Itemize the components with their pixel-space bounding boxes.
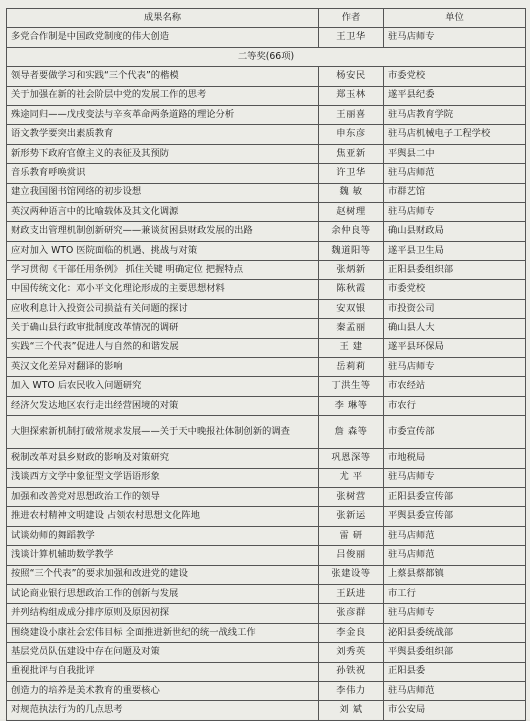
table-row [7,144,526,163]
table-row [7,358,526,377]
cell-author: 詹 森等 [319,416,384,449]
cell-unit: 市群艺馆 [384,183,526,202]
cell-author: 安双银 [319,299,384,318]
table-row [7,546,526,565]
table-row [7,222,526,241]
table-row [7,377,526,396]
table-row [7,241,526,260]
cell-title: 基层党员队伍建设中存在问题及对策 [7,643,319,662]
cell-author: 焦亚新 [319,144,384,163]
cell-unit: 市投资公司 [384,299,526,318]
table-row [7,280,526,299]
cell-unit: 正阳县委组织部 [384,261,526,280]
header-title: 成果名称 [7,9,319,28]
cell-author: 王跃进 [319,584,384,603]
cell-title: 语文教学要突出素质教育 [7,125,319,144]
table-row [7,105,526,124]
cell-author: 李金良 [319,623,384,642]
cell-title: 加入 WTO 后农民收入问题研究 [7,377,319,396]
cell-title: 加强和改善党对思想政治工作的领导 [7,487,319,506]
table-row [7,396,526,415]
cell-title: 多党合作制是中国政党制度的伟大创造 [7,28,319,47]
cell-title: 试论商业银行思想政治工作的创新与发展 [7,584,319,603]
cell-author: 张炳新 [319,261,384,280]
cell-unit: 遂平县卫生局 [384,241,526,260]
cell-title: 中国传统文化：邓小平文化理论形成的主要思想材料 [7,280,319,299]
cell-author: 申东彦 [319,125,384,144]
cell-unit: 驻马店师范 [384,546,526,565]
cell-title: 应收利息计入投资公司损益有关问题的探讨 [7,299,319,318]
cell-author: 雷 研 [319,526,384,545]
cell-author: 魏 敏 [319,183,384,202]
cell-title: 新形势下政府官僚主义的表征及其预防 [7,144,319,163]
cell-title: 浅谈西方文学中象征型文学语语形象 [7,468,319,487]
cell-title: 创造力的培养是美术教育的重要核心 [7,681,319,700]
cell-author: 王卫华 [319,28,384,47]
table-row [7,584,526,603]
cell-unit: 驻马店师专 [384,604,526,623]
cell-author: 秦孟丽 [319,319,384,338]
cell-author: 刘秀英 [319,643,384,662]
table-row [7,487,526,506]
cell-author: 张彦群 [319,604,384,623]
cell-unit: 平舆县委组织部 [384,643,526,662]
table-row [7,164,526,183]
cell-title: 殊途同归——戊戌变法与辛亥革命两条道路的理论分析 [7,105,319,124]
table-row [7,662,526,681]
cell-author: 张新运 [319,507,384,526]
cell-unit: 平舆县委宣传部 [384,507,526,526]
header-row [7,9,526,28]
cell-author: 李伟力 [319,681,384,700]
cell-title: 英汉文化差异对翻译的影响 [7,358,319,377]
cell-unit: 市农行 [384,396,526,415]
table-row [7,125,526,144]
cell-unit: 市委宣传部 [384,416,526,449]
cell-title: 关于加强在新的社会阶层中党的发展工作的思考 [7,86,319,105]
cell-author: 张树营 [319,487,384,506]
cell-author: 张建设等 [319,565,384,584]
cell-title: 学习贯彻《干部任用条例》 抓住关键 明确定位 把握特点 [7,261,319,280]
cell-unit: 遂平县环保局 [384,338,526,357]
cell-author: 陈秋霞 [319,280,384,299]
cell-author: 吕俊丽 [319,546,384,565]
cell-unit: 驻马店机械电子工程学校 [384,125,526,144]
cell-author: 王 建 [319,338,384,357]
cell-title: 大胆探索新机制打破常规求发展——关于天中晚报社体制创新的调查 [7,416,319,449]
cell-title: 围绕建设小康社会宏伟目标 全面推进新世纪的统一战线工作 [7,623,319,642]
cell-unit: 正阳县委宣传部 [384,487,526,506]
cell-unit: 市地税局 [384,449,526,468]
cell-unit: 市农经站 [384,377,526,396]
table-row [7,86,526,105]
table-row [7,507,526,526]
cell-title: 实践“三个代表”促进人与自然的和谐发展 [7,338,319,357]
cell-author: 许卫华 [319,164,384,183]
cell-unit: 泌阳县委统战部 [384,623,526,642]
cell-unit: 市委党校 [384,280,526,299]
cell-title: 音乐教育呼唤赏识 [7,164,319,183]
table-row [7,643,526,662]
cell-title: 经济欠发达地区农行走出经营困境的对策 [7,396,319,415]
cell-unit: 驻马店师专 [384,468,526,487]
cell-author: 刘 斌 [319,701,384,720]
cell-author: 王丽喜 [319,105,384,124]
cell-unit: 市委党校 [384,67,526,86]
cell-author: 郑玉林 [319,86,384,105]
table-row [7,67,526,86]
cell-author: 魏道阳等 [319,241,384,260]
cell-title: 浅谈计算机辅助数学教学 [7,546,319,565]
cell-title: 领导者要做学习和实践“三个代表”的楷模 [7,67,319,86]
cell-title: 推进农村精神文明建设 占领农村思想文化阵地 [7,507,319,526]
table-row [7,299,526,318]
table-row [7,681,526,700]
cell-title: 试谈幼师的舞蹈教学 [7,526,319,545]
cell-author: 余仲良等 [319,222,384,241]
table-row [7,604,526,623]
table-row [7,183,526,202]
cell-unit: 驻马店师专 [384,358,526,377]
cell-title: 重视批评与自我批评 [7,662,319,681]
cell-title: 税制改革对县乡财政的影响及对策研究 [7,449,319,468]
table-row [7,565,526,584]
cell-unit: 市公安局 [384,701,526,720]
cell-unit: 驻马店师范 [384,526,526,545]
cell-unit: 上蔡县蔡都镇 [384,565,526,584]
table-row [7,623,526,642]
cell-unit: 正阳县委 [384,662,526,681]
cell-title: 应对加入 WTO 医院面临的机遇、挑战与对策 [7,241,319,260]
cell-title: 财政支出管理机制创新研究——兼谈贫困县财政发展的出路 [7,222,319,241]
cell-title: 关于确山县行政审批制度改革情况的调研 [7,319,319,338]
cell-author: 巩恩深等 [319,449,384,468]
header-unit: 单位 [384,9,526,28]
cell-author: 赵树理 [319,202,384,221]
cell-unit: 市工行 [384,584,526,603]
cell-unit: 确山县财政局 [384,222,526,241]
section-row [7,47,526,66]
cell-title: 并列结构组成成分排序原则及原因初探 [7,604,319,623]
cell-title: 按照“三个代表”的要求加强和改进党的建设 [7,565,319,584]
cell-author: 尤 平 [319,468,384,487]
section-title: 二等奖(66项) [7,47,526,66]
cell-author: 李 琳等 [319,396,384,415]
table-row [7,468,526,487]
table-row [7,28,526,47]
cell-title: 建立我国图书馆网络的初步设想 [7,183,319,202]
cell-unit: 驻马店师范 [384,681,526,700]
cell-unit: 平舆县二中 [384,144,526,163]
table-row [7,416,526,449]
table-row [7,701,526,720]
cell-author: 岳莉莉 [319,358,384,377]
table-row [7,449,526,468]
cell-unit: 驻马店师范 [384,164,526,183]
table-row [7,202,526,221]
cell-unit: 驻马店师专 [384,28,526,47]
table-row [7,338,526,357]
cell-author: 孙铁祝 [319,662,384,681]
table-row [7,319,526,338]
cell-author: 丁洪生等 [319,377,384,396]
cell-unit: 遂平县纪委 [384,86,526,105]
cell-author: 杨安民 [319,67,384,86]
table-row [7,261,526,280]
cell-unit: 确山县人大 [384,319,526,338]
table-row [7,526,526,545]
header-author: 作者 [319,9,384,28]
cell-unit: 驻马店师专 [384,202,526,221]
cell-unit: 驻马店教育学院 [384,105,526,124]
cell-title: 对规范执法行为的几点思考 [7,701,319,720]
awards-table [6,8,526,721]
cell-title: 英汉两种语言中的比喻载体及其文化调源 [7,202,319,221]
